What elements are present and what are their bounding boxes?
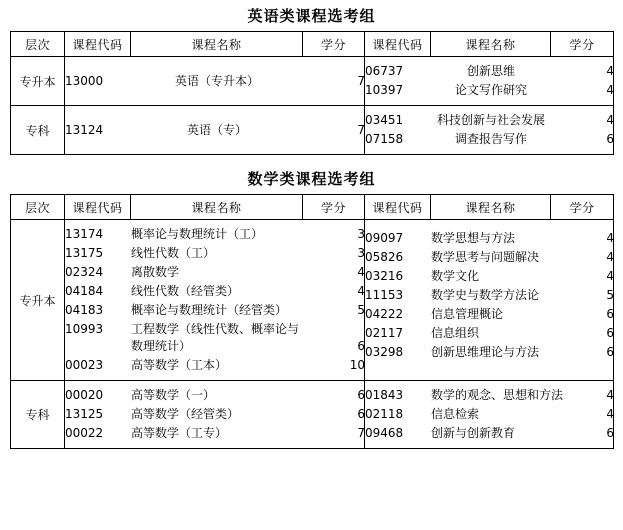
header-name-right: 课程名称 (431, 32, 551, 57)
table-row (11, 106, 614, 155)
table-row (11, 57, 614, 106)
course-code: 10993 (65, 322, 104, 336)
course-name: 信息组织 (431, 326, 480, 340)
course-line (65, 386, 365, 405)
course-credit: 3 (357, 246, 365, 260)
table-row (11, 220, 614, 381)
course-code: 00020 (65, 388, 104, 402)
course-credit: 5 (357, 303, 365, 317)
course-credit: 7 (357, 73, 365, 88)
course-name: 数学思考与问题解决 (431, 250, 540, 264)
course-line (365, 130, 614, 149)
course-credit: 4 (606, 388, 614, 402)
course-code: 13175 (65, 246, 104, 260)
course-credit: 6 (606, 426, 614, 440)
course-name: 信息管理概论 (431, 307, 504, 321)
course-name: 线性代数（工） (131, 246, 216, 260)
course-name: 高等数学（工专） (131, 426, 228, 440)
header-credit-right: 学分 (551, 195, 614, 220)
course-name: 高等数学（经管类） (131, 407, 240, 421)
row-right-courses (365, 57, 614, 106)
course-credit: 10 (349, 358, 365, 372)
course-code: 02117 (365, 326, 404, 340)
course-credit: 4 (606, 407, 614, 421)
row-level: 专升本 (11, 57, 65, 106)
course-code: 02118 (365, 407, 404, 421)
header-name-left: 课程名称 (131, 195, 303, 220)
course-code: 06737 (365, 64, 404, 78)
header-name-right: 课程名称 (431, 195, 551, 220)
course-code: 13125 (65, 407, 104, 421)
course-name: 科技创新与社会发展 (436, 113, 545, 127)
course-code: 04222 (365, 307, 404, 321)
table-header-row (11, 32, 614, 57)
course-line (365, 286, 614, 305)
course-line (65, 356, 365, 375)
course-code: 11153 (365, 288, 404, 302)
course-credit: 3 (357, 227, 365, 241)
course-credit: 4 (357, 284, 365, 298)
course-credit: 6 (606, 132, 614, 146)
course-code: 10397 (365, 83, 404, 97)
course-line (65, 320, 365, 356)
course-line (365, 343, 614, 362)
course-line (65, 424, 365, 443)
course-name: 数学思想与方法 (431, 231, 516, 245)
course-credit: 4 (606, 250, 614, 264)
english-course-table (10, 31, 614, 155)
course-line (365, 305, 614, 324)
course-line (65, 225, 365, 244)
course-line (365, 267, 614, 286)
header-credit-right: 学分 (551, 32, 614, 57)
course-line (365, 405, 614, 424)
course-name: 工程数学（线性代数、概率论与数理统计） (131, 322, 300, 353)
course-name: 创新思维 (466, 64, 515, 78)
course-code: 13174 (65, 227, 104, 241)
table-row (11, 381, 614, 449)
course-line (65, 121, 365, 140)
course-name: 信息检索 (431, 407, 480, 421)
course-code: 07158 (365, 132, 404, 146)
row-level: 专科 (11, 381, 65, 449)
course-line (365, 81, 614, 100)
table-header-row (11, 195, 614, 220)
course-code: 00023 (65, 358, 104, 372)
course-line (365, 324, 614, 343)
row-left-courses (65, 220, 365, 381)
course-line (365, 248, 614, 267)
course-line (65, 244, 365, 263)
row-right-courses (365, 106, 614, 155)
course-name: 高等数学（一） (131, 388, 216, 402)
course-credit: 6 (606, 307, 614, 321)
course-code: 05826 (365, 250, 404, 264)
row-level: 专科 (11, 106, 65, 155)
course-name: 概率论与数理统计（工） (131, 227, 264, 241)
course-line (365, 62, 614, 81)
row-right-courses (365, 220, 614, 381)
document-page (0, 6, 623, 449)
course-credit: 6 (357, 388, 365, 402)
course-line (65, 282, 365, 301)
row-level: 专升本 (11, 220, 65, 381)
course-line (65, 405, 365, 424)
course-credit: 4 (606, 113, 614, 127)
course-name: 离散数学 (131, 265, 180, 279)
course-code: 00022 (65, 426, 104, 440)
course-credit: 4 (606, 269, 614, 283)
course-credit: 6 (357, 339, 365, 353)
course-line (365, 111, 614, 130)
course-credit: 4 (606, 64, 614, 78)
header-credit-left: 学分 (303, 32, 365, 57)
row-left-courses (65, 381, 365, 449)
course-code: 13000 (65, 73, 104, 88)
course-name: 英语（专升本） (174, 73, 259, 88)
header-level: 层次 (11, 32, 65, 57)
course-line (365, 386, 614, 405)
course-name: 数学的观念、思想和方法 (431, 388, 564, 402)
row-left-courses (65, 106, 365, 155)
course-code: 09097 (365, 231, 404, 245)
course-name: 概率论与数理统计（经管类） (131, 303, 288, 317)
course-name: 调查报告写作 (454, 132, 527, 146)
course-line (365, 229, 614, 248)
course-credit: 7 (357, 426, 365, 440)
course-credit: 6 (606, 345, 614, 359)
course-code: 04184 (65, 284, 104, 298)
header-name-left: 课程名称 (131, 32, 303, 57)
course-name: 高等数学（工本） (131, 358, 228, 372)
course-name: 论文写作研究 (454, 83, 527, 97)
course-credit: 4 (606, 231, 614, 245)
course-line (365, 424, 614, 443)
course-code: 03298 (365, 345, 404, 359)
row-left-courses (65, 57, 365, 106)
course-credit: 6 (606, 326, 614, 340)
header-code-right: 课程代码 (365, 195, 431, 220)
course-name: 创新与创新教育 (431, 426, 516, 440)
section-title-math: 数学类课程选考组 (247, 170, 376, 188)
course-code: 09468 (365, 426, 404, 440)
course-name: 数学史与数学方法论 (431, 288, 540, 302)
course-code: 13124 (65, 122, 104, 137)
course-code: 02324 (65, 265, 104, 279)
header-code-left: 课程代码 (65, 32, 131, 57)
course-credit: 4 (606, 83, 614, 97)
header-credit-left: 学分 (303, 195, 365, 220)
course-code: 03216 (365, 269, 404, 283)
row-right-courses (365, 381, 614, 449)
course-code: 01843 (365, 388, 404, 402)
course-credit: 4 (357, 265, 365, 279)
course-name: 英语（专） (186, 122, 247, 137)
course-name: 线性代数（经管类） (131, 284, 240, 298)
course-line (65, 72, 365, 91)
course-line (65, 263, 365, 282)
course-credit: 5 (606, 288, 614, 302)
course-name: 创新思维理论与方法 (431, 345, 540, 359)
course-line (65, 301, 365, 320)
course-credit: 7 (357, 122, 365, 137)
math-course-table (10, 194, 614, 449)
section-title-english: 英语类课程选考组 (247, 7, 376, 25)
course-code: 04183 (65, 303, 104, 317)
header-level: 层次 (11, 195, 65, 220)
course-code: 03451 (365, 113, 404, 127)
header-code-right: 课程代码 (365, 32, 431, 57)
course-credit: 6 (357, 407, 365, 421)
course-name: 数学文化 (431, 269, 480, 283)
header-code-left: 课程代码 (65, 195, 131, 220)
